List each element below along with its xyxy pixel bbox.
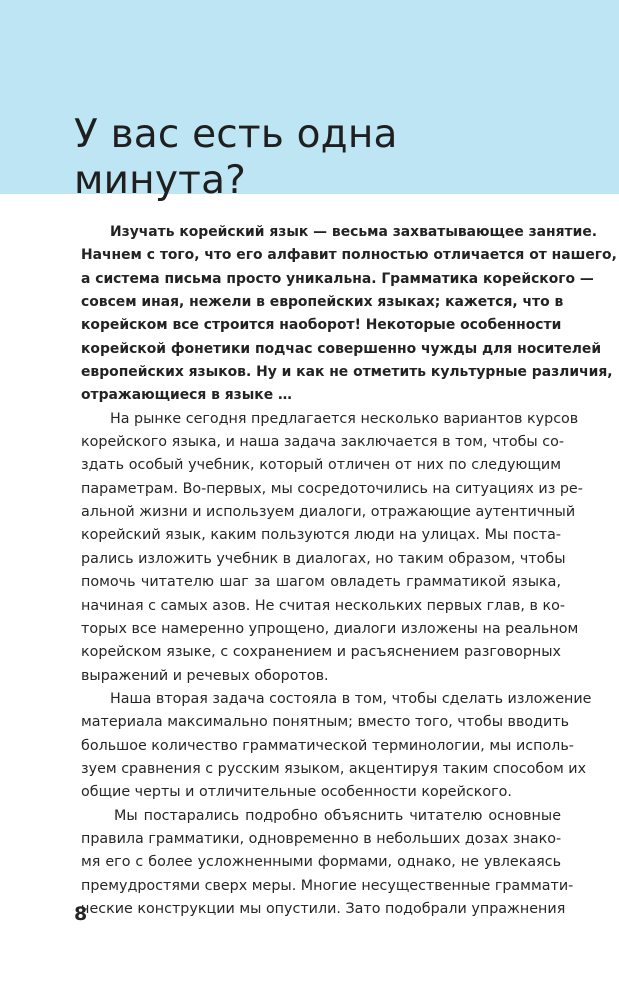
paragraph-line: корейского языка, и наша задача заключается в том, чтобы со-: [81, 434, 565, 451]
paragraph-line: здать особый учебник, который отличен от них по следующим: [81, 457, 561, 474]
paragraph-3: [81, 805, 574, 922]
paragraph-line: материала максимально понятным; вместо того, чтобы вводить: [81, 714, 570, 731]
paragraph-line: большое количество грамматической терминологии, мы исполь-: [81, 737, 574, 754]
intro-line: корейском все строится наоборот! Некоторые особенности: [81, 317, 562, 334]
page-number: 8: [74, 903, 88, 925]
paragraph-line: параметрам. Во-первых, мы сосредоточились на ситуациях из ре-: [81, 480, 583, 497]
page-title-line-2: минута?: [74, 158, 247, 203]
paragraph-line: премудростями сверх меры. Многие несущественные граммати-: [81, 877, 574, 894]
paragraph-line: мя его с более усложненными формами, однако, не увлекаясь: [81, 854, 561, 871]
page-title-line-1: У вас есть одна: [74, 112, 398, 157]
paragraph-line: выражений и речевых оборотов.: [81, 667, 329, 684]
intro-line: отражающиеся в языке …: [81, 387, 292, 404]
paragraph-line: Мы постарались подробно объяснить читателю основные: [114, 807, 561, 824]
intro-paragraph: [81, 221, 617, 408]
paragraph-line: зуем сравнения с русским языком, акцентируя таким способом их: [81, 760, 587, 777]
paragraph-2: [81, 688, 592, 805]
page-title: [74, 112, 398, 204]
intro-line: а система письма просто уникальна. Грамматика корейского —: [81, 270, 594, 287]
paragraph-line: рались изложить учебник в диалогах, но таким образом, чтобы: [81, 550, 566, 567]
paragraph-line: правила грамматики, одновременно в небольших дозах знако-: [81, 830, 562, 847]
paragraph-line: Наша вторая задача состояла в том, чтобы сделать изложение: [110, 690, 592, 707]
paragraph-line: ческие конструкции мы опустили. Зато подобрали упражнения: [81, 900, 566, 917]
intro-line: европейских языков. Ну и как не отметить культурные различия,: [81, 364, 613, 381]
paragraph-line: общие черты и отличительные особенности корейского.: [81, 784, 512, 801]
paragraph-line: начиная с самых азов. Не считая нескольких первых глав, в ко-: [81, 597, 566, 614]
paragraph-line: альной жизни и используем диалоги, отражающие аутентичный: [81, 504, 576, 521]
intro-line: совсем иная, нежели в европейских языках; кажется, что в: [81, 294, 564, 311]
paragraph-line: корейский язык, каким пользуются люди на улицах. Мы поста-: [81, 527, 561, 544]
paragraph-line: помочь читателю шаг за шагом овладеть грамматикой языка,: [81, 574, 561, 591]
intro-line: Начнем с того, что его алфавит полностью отличается от нашего,: [81, 247, 617, 264]
intro-line: Изучать корейский язык — весьма захватывающее занятие.: [110, 224, 598, 240]
body-text: [81, 221, 617, 921]
paragraph-line: торых все намеренно упрощено, диалоги изложены на реальном: [81, 620, 579, 637]
paragraph-line: корейском языке, с сохранением и расъяснением разговорных: [81, 644, 561, 661]
intro-line: корейской фонетики подчас совершенно чужды для носителей: [81, 340, 602, 357]
paragraph-line: На рынке сегодня предлагается несколько вариантов курсов: [110, 410, 579, 427]
paragraph-1: [81, 408, 583, 688]
